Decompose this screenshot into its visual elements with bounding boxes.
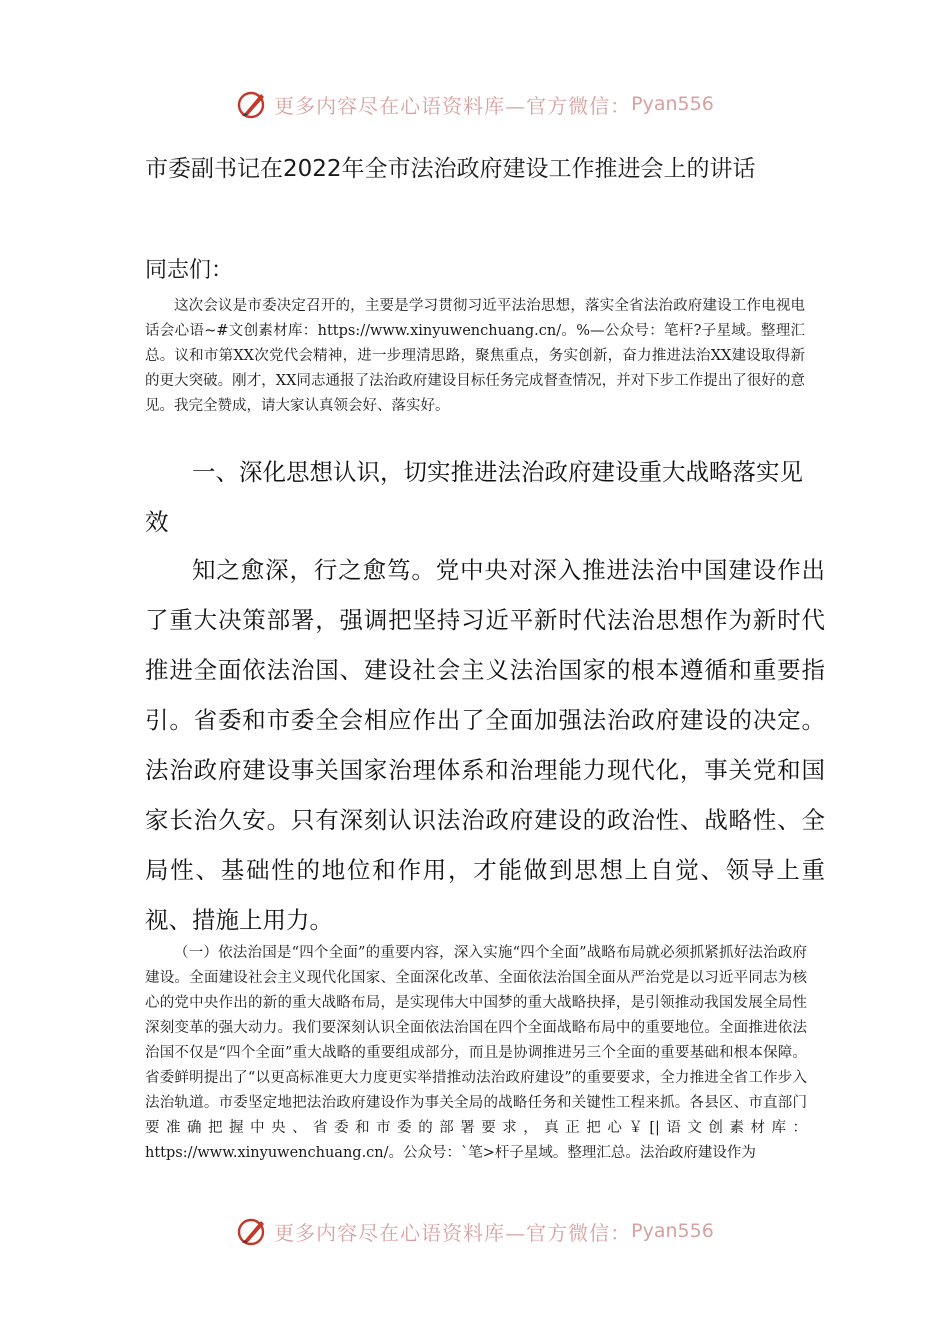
salutation: 同志们： [145, 258, 234, 283]
watermark-banner-bottom [0, 1211, 950, 1251]
intro-paragraph: 这次会议是市委决定召开的，主要是学习贯彻习近平法治思想，落实全省法治政府建设工作电视电话会心语~#文创素材库：https://www.xinyuwenchuang.cn/。%—公众号：笔杆?子星域。整理汇总。议和市第XX次党代会精神，进一步理清思路，聚焦重点，务实创新，奋力推进法治XX建设取得新的更大突破。刚才，XX同志通报了法治政府建设目标任务完成督查情况，并对下步工作提出了很好的意见。我完全赞成，请大家认真领会好、落实好。 [145, 298, 805, 414]
document-title: 市委副书记在2022年全市法治政府建设工作推进会上的讲话 [145, 156, 756, 182]
pen-logo-icon [236, 88, 268, 120]
watermark-wechat-id: Pyan556 [631, 93, 714, 115]
main-paragraph: 知之愈深，行之愈笃。党中央对深入推进法治中国建设作出了重大决策部署，强调把坚持习近平新时代法治思想作为新时代推进全面依法治国、建设社会主义法治国家的根本遵循和重要指引。省委和市委全会相应作出了全面加强法治政府建设的决定。法治政府建设事关国家治理体系和治理能力现代化，事关党和国家长治久安。只有深刻认识法治政府建设的政治性、战略性、全局性、基础性的地位和作用，才能做到思想上自觉、领导上重视、措施上用力。 [145, 556, 825, 934]
watermark-text: 更多内容尽在心语资料库—官方微信： [274, 1220, 632, 1245]
watermark-banner-top [0, 84, 950, 124]
pen-logo-icon [236, 1215, 268, 1247]
watermark-wechat-id: Pyan556 [631, 1220, 714, 1242]
section-heading-1: 一、深化思想认识，切实推进法治政府建设重大战略落实见效 [145, 458, 803, 536]
watermark-text: 更多内容尽在心语资料库—官方微信： [274, 93, 632, 118]
subsection-paragraph-1: （一）依法治国是“四个全面”的重要内容，深入实施“四个全面”战略布局就必须抓紧抓好法治政府建设。全面建设社会主义现代化国家、全面深化改革、全面依法治国全面从严治党是以习近平同志为核心的党中央作出的新的重大战略布局，是实现伟大中国梦的重大战略抉择，是引领推动我国发展全局性深刻变革的强大动力。我们要深刻认识全面依法治国在四个全面战略布局中的重要地位。全面推进依法治国不仅是“四个全面”重大战略的重要组成部分，而且是协调推进另三个全面的重要基础和根本保障。省委鲜明提出了“以更高标准更大力度更实举措推动法治政府建设”的重要要求，全力推进全省工作步入法治轨道。市委坚定地把法治政府建设作为事关全局的战略任务和关键性工程来抓。各县区、市直部门要准确把握中央、省委和市委的部署要求，真正把心￥[|语文创素材库：https://www.xinyuwenchuang.cn/。公众号：`笔>杆子星域。整理汇总。法治政府建设作为 [145, 945, 807, 1161]
